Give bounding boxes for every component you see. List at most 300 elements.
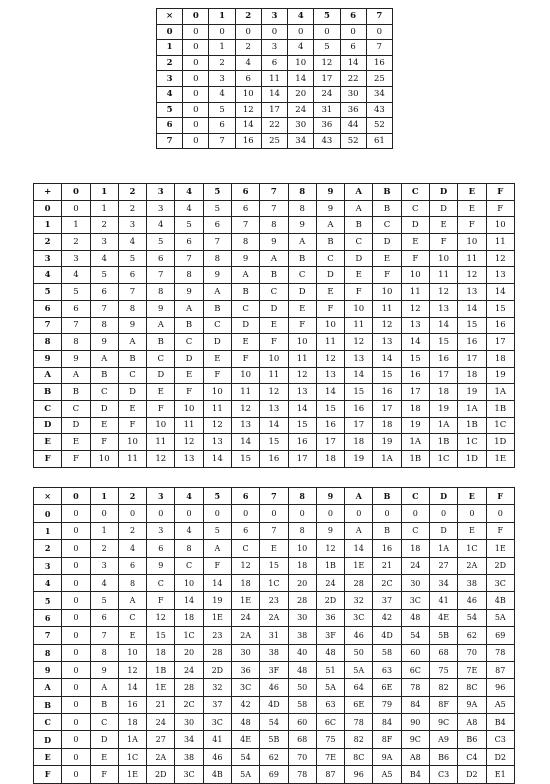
table-cell: 12	[175, 434, 203, 451]
table-cell: 10	[373, 284, 401, 301]
table-row	[34, 696, 515, 713]
table-cell: D	[288, 284, 316, 301]
table-cell: 42	[231, 696, 259, 713]
table-cell: 62	[458, 627, 486, 644]
table-cell: 6E	[373, 679, 401, 696]
table-cell: 14	[118, 679, 146, 696]
table-cell: C4	[458, 748, 486, 765]
table-row	[157, 40, 393, 56]
table-cell: 1C	[429, 451, 457, 468]
table-cell: 0	[314, 24, 340, 40]
table-cell: 1A	[429, 540, 457, 557]
table-cell: 78	[486, 644, 515, 661]
table-cell: 24	[147, 714, 175, 731]
column-header-cell: 6	[340, 9, 366, 25]
table-cell: 6	[231, 522, 259, 539]
table-cell: 14	[203, 574, 231, 591]
column-header-cell: 9	[316, 488, 344, 505]
table-cell: 1B	[429, 434, 457, 451]
table-cell: C	[175, 334, 203, 351]
table-cell: 14	[429, 317, 457, 334]
column-header-cell: 6	[231, 488, 259, 505]
table-cell: 24	[314, 86, 340, 102]
table-cell: 1C	[260, 574, 288, 591]
table-cell: A8	[401, 748, 429, 765]
table-cell: 6	[261, 55, 287, 71]
table-cell: 11	[175, 417, 203, 434]
table-cell: 60	[288, 714, 316, 731]
table-cell: 10	[345, 300, 373, 317]
table-cell: 15	[260, 557, 288, 574]
table-cell: B4	[486, 714, 515, 731]
table-cell: 1B	[458, 417, 486, 434]
table-cell: 15	[458, 317, 486, 334]
table-cell: 36	[340, 102, 366, 118]
table-cell: A	[260, 250, 288, 267]
table-cell: 1	[90, 522, 118, 539]
table-cell: E	[90, 417, 118, 434]
table-cell: A	[118, 334, 146, 351]
table-cell: D	[345, 250, 373, 267]
column-header-cell: 1	[209, 9, 235, 25]
table-cell: 4E	[429, 609, 457, 626]
table-cell: 9	[260, 234, 288, 251]
table-cell: 1A	[486, 384, 515, 401]
table-cell: B	[345, 217, 373, 234]
table-cell: D	[62, 417, 90, 434]
table-cell: 48	[231, 714, 259, 731]
table-cell: 8	[175, 267, 203, 284]
table-cell: C	[147, 574, 175, 591]
table-cell: 0	[366, 24, 392, 40]
row-header-cell: 1	[157, 40, 183, 56]
operator-cell: ×	[157, 9, 183, 25]
row-header-cell: B	[34, 696, 62, 713]
table-cell: 10	[288, 540, 316, 557]
table-cell: 25	[366, 71, 392, 87]
table-cell: C3	[486, 731, 515, 748]
table-cell: 13	[288, 384, 316, 401]
table-cell: 8	[118, 574, 146, 591]
row-header-cell: B	[34, 384, 62, 401]
table-cell: E	[231, 334, 259, 351]
row-header-cell: E	[34, 434, 62, 451]
table-cell: 10	[288, 55, 314, 71]
table-cell: 2	[90, 540, 118, 557]
table-cell: 1A	[429, 417, 457, 434]
table-cell: B	[288, 250, 316, 267]
table-cell: E	[62, 434, 90, 451]
table-cell: 19	[345, 451, 373, 468]
table-cell: 0	[183, 102, 209, 118]
table-cell: 18	[118, 714, 146, 731]
table-cell: 0	[62, 766, 90, 783]
table-cell: 16	[458, 334, 486, 351]
table-cell: 48	[316, 644, 344, 661]
column-header-cell: 8	[288, 184, 316, 201]
table-cell: 4E	[231, 731, 259, 748]
table-cell: 10	[288, 334, 316, 351]
table-cell: 9	[316, 522, 344, 539]
table-cell: C	[90, 384, 118, 401]
table-cell: E	[260, 317, 288, 334]
table-cell: E	[458, 522, 486, 539]
table-cell: 34	[288, 133, 314, 149]
table-cell: 13	[260, 400, 288, 417]
table-cell: 7	[231, 217, 259, 234]
table-cell: 46	[203, 748, 231, 765]
table-cell: 60	[401, 644, 429, 661]
table-cell: 8	[147, 284, 175, 301]
table-cell: 1E	[231, 592, 259, 609]
table-cell: 6	[118, 267, 146, 284]
table-cell: 8	[203, 250, 231, 267]
table-cell: 0	[62, 609, 90, 626]
row-header-cell: 9	[34, 661, 62, 678]
table-cell: C	[118, 609, 146, 626]
table-cell: 16	[118, 696, 146, 713]
table-cell: 2D	[316, 592, 344, 609]
table-cell: 9	[118, 317, 146, 334]
table-cell: 18	[429, 384, 457, 401]
row-header-cell: 1	[34, 522, 62, 539]
table-cell: 0	[62, 731, 90, 748]
table-cell: 15	[231, 451, 259, 468]
table-cell: 3	[118, 217, 146, 234]
table-cell: B	[90, 367, 118, 384]
table-cell: F	[147, 400, 175, 417]
table-cell: E1	[486, 766, 515, 783]
table-cell: 11	[288, 350, 316, 367]
table-cell: 5	[118, 250, 146, 267]
table-cell: 8	[231, 234, 259, 251]
table-cell: 4	[175, 200, 203, 217]
table-cell: 8	[175, 540, 203, 557]
table-cell: C	[175, 557, 203, 574]
table-cell: 11	[458, 250, 486, 267]
row-header-cell: C	[34, 714, 62, 731]
table-cell: 5B	[260, 731, 288, 748]
octal-multiplication-table	[156, 8, 393, 149]
table-row	[157, 24, 393, 40]
table-cell: 0	[62, 696, 90, 713]
table-cell: 6	[90, 609, 118, 626]
table-cell: 24	[231, 609, 259, 626]
table-cell: 16	[316, 417, 344, 434]
row-header-cell: 6	[157, 118, 183, 134]
table-cell: C	[260, 284, 288, 301]
table-cell: 17	[314, 71, 340, 87]
table-cell: 12	[401, 300, 429, 317]
table-cell: E	[118, 627, 146, 644]
table-cell: 1	[62, 217, 90, 234]
table-cell: 16	[373, 540, 401, 557]
row-header-cell: 8	[34, 334, 62, 351]
row-header-cell: 4	[34, 574, 62, 591]
table-cell: C	[62, 400, 90, 417]
table-row	[34, 284, 515, 301]
table-cell: 58	[373, 644, 401, 661]
hex-addition-table	[33, 183, 515, 468]
table-cell: 75	[429, 661, 457, 678]
column-header-cell: F	[486, 184, 515, 201]
column-header-cell: 4	[175, 488, 203, 505]
table-cell: 0	[401, 505, 429, 522]
table-cell: 28	[345, 574, 373, 591]
table-cell: 1A	[118, 731, 146, 748]
table-cell: 5	[203, 522, 231, 539]
table-cell: 82	[429, 679, 457, 696]
table-cell: 11	[260, 367, 288, 384]
column-header-cell: 1	[90, 488, 118, 505]
table-cell: 2C	[175, 696, 203, 713]
table-cell: 14	[373, 350, 401, 367]
table-cell: 4	[175, 522, 203, 539]
table-cell: 5A	[345, 661, 373, 678]
table-cell: F	[345, 284, 373, 301]
row-header-cell: 9	[34, 350, 62, 367]
table-row	[34, 748, 515, 765]
table-row	[34, 627, 515, 644]
table-row	[34, 451, 515, 468]
table-cell: E	[373, 250, 401, 267]
table-cell: 0	[288, 24, 314, 40]
row-header-cell: 8	[34, 644, 62, 661]
table-cell: 7E	[316, 748, 344, 765]
table-cell: 2A	[458, 557, 486, 574]
table-cell: 1	[90, 200, 118, 217]
table-cell: 11	[261, 71, 287, 87]
column-header-cell: 5	[203, 488, 231, 505]
table-cell: 3C	[345, 609, 373, 626]
column-header-cell: 4	[175, 184, 203, 201]
table-cell: 36	[314, 118, 340, 134]
table-cell: 17	[261, 102, 287, 118]
table-cell: 34	[366, 86, 392, 102]
table-cell: 36	[316, 609, 344, 626]
table-cell: A	[62, 367, 90, 384]
table-cell: 16	[366, 55, 392, 71]
table-cell: 48	[401, 609, 429, 626]
table-cell: 2D	[147, 766, 175, 783]
table-cell: 4	[209, 86, 235, 102]
table-cell: 14	[261, 86, 287, 102]
table-cell: 84	[401, 696, 429, 713]
table-cell: 8	[288, 522, 316, 539]
table-row	[34, 766, 515, 783]
table-cell: 14	[401, 334, 429, 351]
table-row	[157, 102, 393, 118]
table-cell: 20	[288, 86, 314, 102]
table-cell: D	[429, 522, 457, 539]
table-cell: 19	[429, 400, 457, 417]
table-cell: B	[118, 350, 146, 367]
table-cell: 6	[62, 300, 90, 317]
table-cell: 15	[147, 627, 175, 644]
table-cell: D	[90, 400, 118, 417]
table-cell: 58	[288, 696, 316, 713]
table-cell: 0	[175, 505, 203, 522]
table-cell: 0	[62, 574, 90, 591]
table-cell: A	[316, 217, 344, 234]
table-cell: 10	[118, 434, 146, 451]
table-cell: 15	[316, 400, 344, 417]
row-header-cell: D	[34, 731, 62, 748]
table-cell: 0	[183, 118, 209, 134]
table-cell: 13	[429, 300, 457, 317]
table-cell: 9C	[401, 731, 429, 748]
table-cell: B	[203, 300, 231, 317]
column-header-cell: B	[373, 184, 401, 201]
table-cell: 30	[340, 86, 366, 102]
table-cell: 54	[458, 609, 486, 626]
table-cell: 14	[231, 434, 259, 451]
table-cell: 0	[62, 661, 90, 678]
table-cell: 18	[175, 609, 203, 626]
hex-multiplication-table	[33, 487, 515, 784]
table-cell: 2	[118, 200, 146, 217]
table-cell: 70	[288, 748, 316, 765]
table-cell: 0	[90, 505, 118, 522]
table-cell: E	[458, 200, 486, 217]
table-cell: A	[288, 234, 316, 251]
table-cell: 20	[175, 644, 203, 661]
table-cell: 10	[401, 267, 429, 284]
table-row	[34, 200, 515, 217]
table-cell: 12	[231, 557, 259, 574]
column-header-cell: A	[345, 488, 373, 505]
table-cell: 11	[231, 384, 259, 401]
column-header-cell: E	[458, 184, 486, 201]
table-cell: E	[90, 748, 118, 765]
table-cell: E	[316, 284, 344, 301]
table-cell: 11	[486, 234, 515, 251]
row-header-cell: 1	[34, 217, 62, 234]
table-cell: B	[260, 267, 288, 284]
row-header-cell: 2	[34, 234, 62, 251]
table-cell: 10	[118, 644, 146, 661]
column-header-cell: 5	[203, 184, 231, 201]
table-cell: 0	[373, 505, 401, 522]
table-cell: 7	[260, 522, 288, 539]
table-cell: 8	[118, 300, 146, 317]
table-cell: C	[231, 540, 259, 557]
table-cell: A	[147, 317, 175, 334]
table-cell: 30	[288, 609, 316, 626]
table-cell: 1C	[175, 627, 203, 644]
table-cell: 4	[90, 250, 118, 267]
table-cell: 24	[175, 661, 203, 678]
table-cell: D2	[458, 766, 486, 783]
table-cell: C	[231, 300, 259, 317]
table-cell: 1C	[118, 748, 146, 765]
table-cell: F	[288, 317, 316, 334]
table-cell: 0	[429, 505, 457, 522]
column-header-cell: 3	[147, 488, 175, 505]
table-row	[34, 384, 515, 401]
table-cell: D	[90, 731, 118, 748]
table-cell: A	[345, 200, 373, 217]
table-cell: 2	[209, 55, 235, 71]
column-header-cell: 6	[231, 184, 259, 201]
table-cell: F	[203, 557, 231, 574]
table-cell: 6	[90, 284, 118, 301]
table-cell: 13	[486, 267, 515, 284]
row-header-cell: 7	[34, 627, 62, 644]
table-cell: 17	[373, 400, 401, 417]
table-cell: 15	[429, 334, 457, 351]
table-cell: 17	[458, 350, 486, 367]
table-cell: 9	[203, 267, 231, 284]
table-cell: 51	[316, 661, 344, 678]
row-header-cell: 5	[157, 102, 183, 118]
table-cell: 13	[458, 284, 486, 301]
table-cell: 12	[118, 661, 146, 678]
table-cell: D	[231, 317, 259, 334]
table-cell: 22	[261, 118, 287, 134]
table-cell: F	[458, 217, 486, 234]
table-cell: 10	[486, 217, 515, 234]
table-cell: 0	[183, 40, 209, 56]
table-cell: 14	[345, 540, 373, 557]
column-header-cell: C	[401, 184, 429, 201]
table-cell: 24	[401, 557, 429, 574]
table-cell: A	[118, 592, 146, 609]
table-cell: 12	[314, 55, 340, 71]
table-cell: 4B	[203, 766, 231, 783]
table-row	[34, 400, 515, 417]
row-header-cell: 7	[34, 317, 62, 334]
table-cell: D	[316, 267, 344, 284]
table-cell: 22	[340, 71, 366, 87]
table-cell: 25	[261, 133, 287, 149]
table-row	[34, 505, 515, 522]
table-cell: A5	[373, 766, 401, 783]
column-header-cell: D	[429, 184, 457, 201]
table-cell: 0	[209, 24, 235, 40]
table-row	[34, 731, 515, 748]
table-cell: 27	[147, 731, 175, 748]
table-cell: F	[401, 250, 429, 267]
table-cell: 43	[314, 133, 340, 149]
table-cell: F	[486, 200, 515, 217]
table-cell: 0	[62, 592, 90, 609]
table-cell: 12	[486, 250, 515, 267]
table-cell: 20	[288, 574, 316, 591]
table-cell: 6	[118, 557, 146, 574]
table-cell: F	[316, 300, 344, 317]
table-cell: 12	[316, 540, 344, 557]
table-cell: 6	[147, 250, 175, 267]
table-cell: B6	[429, 748, 457, 765]
table-cell: 12	[458, 267, 486, 284]
table-cell: 70	[458, 644, 486, 661]
table-cell: 30	[231, 644, 259, 661]
table-cell: 31	[314, 102, 340, 118]
table-cell: 9	[62, 350, 90, 367]
table-cell: 14	[288, 400, 316, 417]
table-cell: 8F	[373, 731, 401, 748]
table-cell: 38	[175, 748, 203, 765]
table-cell: 15	[401, 350, 429, 367]
table-cell: E	[147, 384, 175, 401]
column-header-cell: 0	[183, 9, 209, 25]
table-cell: D2	[486, 748, 515, 765]
table-cell: 12	[288, 367, 316, 384]
row-header-cell: 5	[34, 592, 62, 609]
table-cell: F	[373, 267, 401, 284]
table-cell: F	[429, 234, 457, 251]
